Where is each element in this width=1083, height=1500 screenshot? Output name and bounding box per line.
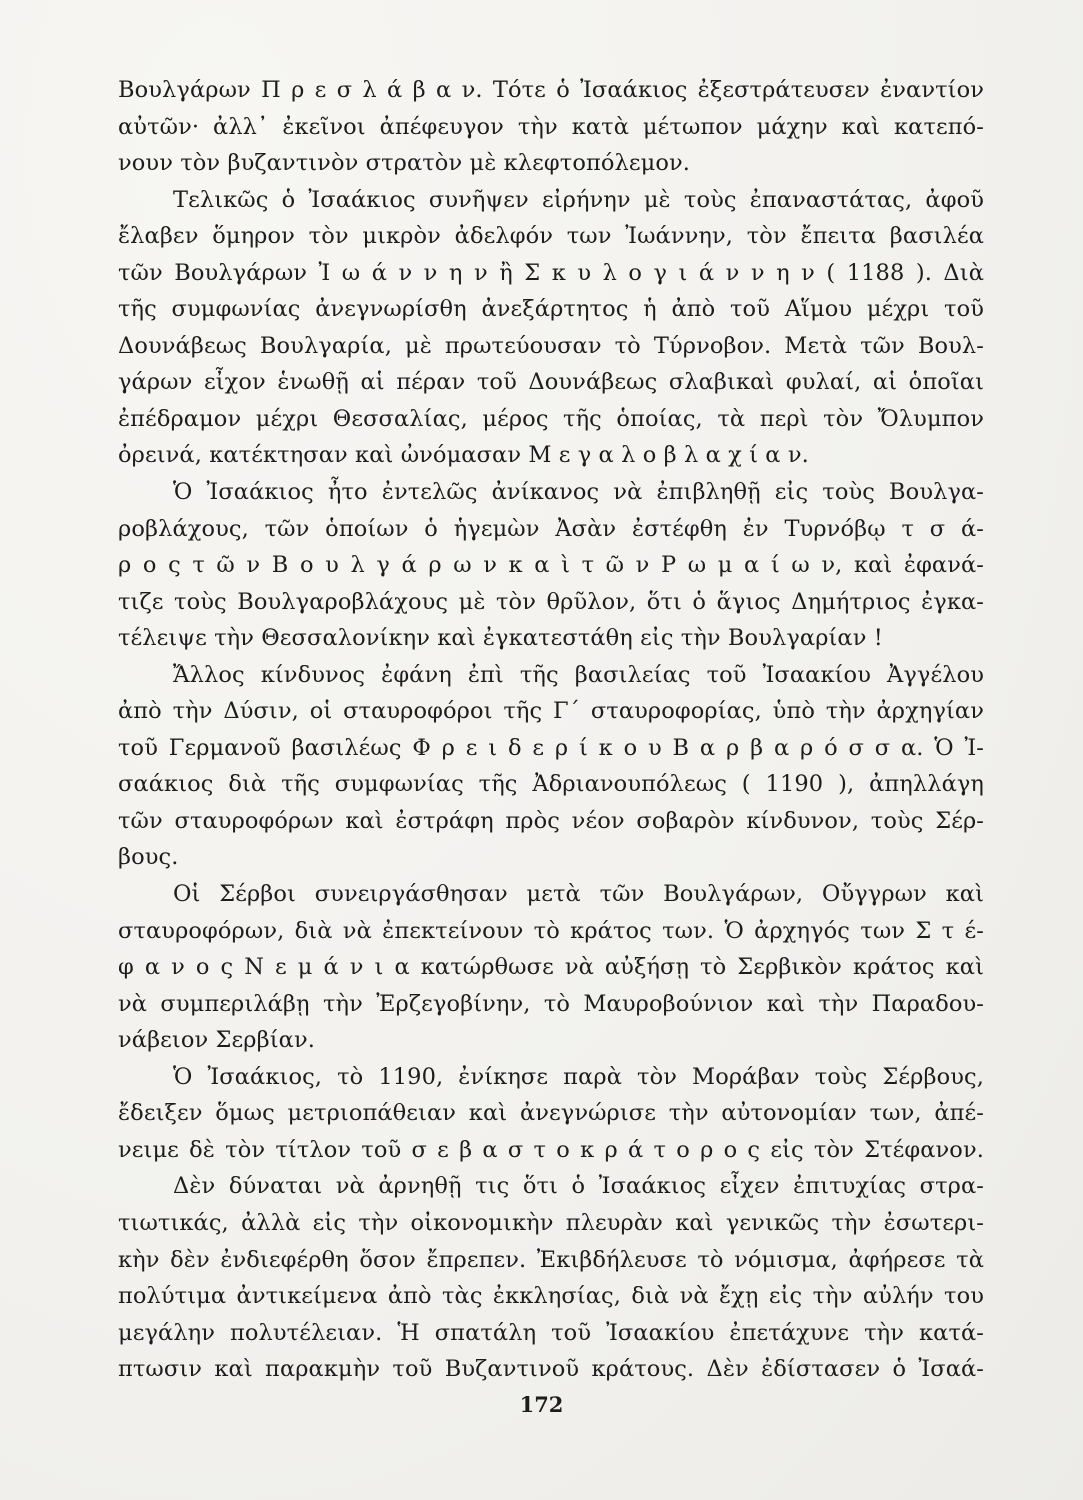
text-line: αὐτῶν· ἀλλ᾽ ἐκεῖνοι ἀπέφευγον τὴν κατὰ μέτωπον μάχην καὶ κατεπό- — [118, 113, 984, 140]
text-line: ἐπέδραμον μέχρι Θεσσαλίας, μέρος τῆς ὁποίας, τὰ περὶ τὸν Ὄλυμπον — [118, 405, 984, 432]
text-line: ροβλάχους, τῶν ὁποίων ὁ ἡγεμὼν Ἀσὰν ἐστέφθη ἐν Τυρνόβῳ τ σ ά- — [118, 515, 984, 542]
text-line: κὴν δὲν ἐνδιεφέρθη ὅσον ἔπρεπεν. Ἐκιβδήλευσε τὸ νόμισμα, ἀφήρεσε τὰ — [118, 1246, 984, 1273]
text-line: πολύτιμα ἀντικείμενα ἀπὸ τὰς ἐκκλησίας, διὰ νὰ ἔχῃ εἰς τὴν αὐλήν του — [118, 1283, 984, 1310]
text-line: Δουνάβεως Βουλγαρία, μὲ πρωτεύουσαν τὸ Τύρνοβον. Μετὰ τῶν Βουλ- — [118, 332, 984, 359]
text-line: νὰ συμπεριλάβῃ τὴν Ἐρζεγοβίνην, τὸ Μαυροβούνιον καὶ τὴν Παραδου- — [118, 990, 984, 1017]
body-text — [118, 72, 984, 1388]
text-line: πτωσιν καὶ παρακμὴν τοῦ Βυζαντινοῦ κράτους. Δὲν ἐδίστασεν ὁ Ἰσαά- — [118, 1356, 984, 1383]
text-line: Τελικῶς ὁ Ἰσαάκιος συνῆψεν εἰρήνην μὲ τοὺς ἐπαναστάτας, ἀφοῦ — [173, 186, 984, 213]
text-line: τιζε τοὺς Βουλγαροβλάχους μὲ τὸν θρῦλον, ὅτι ὁ ἅγιος Δημήτριος ἐγκα- — [118, 588, 984, 615]
text-line: ἔδειξεν ὅμως μετριοπάθειαν καὶ ἀνεγνώρισε τὴν αὐτονομίαν των, ἀπέ- — [118, 1100, 984, 1127]
text-line: σταυροφόρων, διὰ νὰ ἐπεκτείνουν τὸ κράτος των. Ὁ ἀρχηγός των Σ τ έ- — [118, 917, 984, 944]
text-line: Ὁ Ἰσαάκιος, τὸ 1190, ἐνίκησε παρὰ τὸν Μοράβαν τοὺς Σέρβους, — [173, 1063, 984, 1090]
text-line: ἀπὸ τὴν Δύσιν, οἱ σταυροφόροι τῆς Γ´ σταυροφορίας, ὑπὸ τὴν ἀρχηγίαν — [118, 698, 984, 725]
text-line: τῶν σταυροφόρων καὶ ἐστράφη πρὸς νέον σοβαρὸν κίνδυνον, τοὺς Σέρ- — [118, 807, 984, 834]
text-line: ὀρεινά, κατέκτησαν καὶ ὠνόμασαν Μ ε γ α λ ο β λ α χ ί α ν. — [118, 442, 809, 469]
text-line: τῆς συμφωνίας ἀνεγνωρίσθη ἀνεξάρτητος ἡ ἀπὸ τοῦ Αἵμου μέχρι τοῦ — [118, 296, 984, 323]
text-line: βους. — [118, 844, 179, 871]
text-line: νάβειον Σερβίαν. — [118, 1027, 315, 1054]
text-line: τῶν Βουλγάρων Ἰ ω ά ν ν η ν ἢ Σ κ υ λ ο γ ι ά ν ν η ν ( 1188 ). Διὰ — [118, 259, 984, 286]
text-line: μεγάλην πολυτέλειαν. Ἡ σπατάλη τοῦ Ἰσαακίου ἐπετάχυνε τὴν κατά- — [118, 1319, 984, 1346]
text-line: Ἄλλος κίνδυνος ἐφάνη ἐπὶ τῆς βασιλείας τοῦ Ἰσαακίου Ἀγγέλου — [173, 661, 984, 688]
text-line: Ὁ Ἰσαάκιος ἦτο ἐντελῶς ἀνίκανος νὰ ἐπιβληθῇ εἰς τοὺς Βουλγα- — [173, 479, 984, 506]
text-line: σαάκιος διὰ τῆς συμφωνίας τῆς Ἀδριανουπόλεως ( 1190 ), ἀπηλλάγη — [118, 771, 984, 798]
text-line: Οἱ Σέρβοι συνειργάσθησαν μετὰ τῶν Βουλγάρων, Οὔγγρων καὶ — [173, 881, 984, 908]
text-line: φ α ν ο ς Ν ε μ ά ν ι α κατώρθωσε νὰ αὐξήσῃ τὸ Σερβικὸν κράτος καὶ — [118, 954, 984, 981]
text-line: Δὲν δύναται νὰ ἀρνηθῇ τις ὅτι ὁ Ἰσαάκιος εἶχεν ἐπιτυχίας στρα- — [173, 1173, 984, 1200]
text-line: τέλειψε τὴν Θεσσαλονίκην καὶ ἐγκατεστάθη εἰς τὴν Βουλγαρίαν ! — [118, 625, 883, 652]
text-line: ἔλαβεν ὅμηρον τὸν μικρὸν ἀδελφόν των Ἰωάννην, τὸν ἔπειτα βασιλέα — [118, 223, 984, 250]
text-line: νουν τὸν βυζαντινὸν στρατὸν μὲ κλεφτοπόλεμον. — [118, 150, 691, 177]
text-line: τιωτικάς, ἀλλὰ εἰς τὴν οἰκονομικὴν πλευρὰν καὶ γενικῶς τὴν ἐσωτερι- — [118, 1209, 984, 1236]
text-line: ρ ο ς τ ῶ ν Β ο υ λ γ ά ρ ω ν κ α ὶ τ ῶ ν Ρ ω μ α ί ω ν, καὶ ἐφανά- — [118, 552, 984, 579]
text-line: νειμε δὲ τὸν τίτλον τοῦ σ ε β α σ τ ο κ ρ ά τ ο ρ ο ς εἰς τὸν Στέφανον. — [118, 1136, 984, 1163]
page-number: 172 — [519, 1392, 564, 1417]
text-line: Βουλγάρων Π ρ ε σ λ ά β α ν. Τότε ὁ Ἰσαάκιος ἐξεστράτευσεν ἐναντίον — [118, 77, 984, 103]
text-line: τοῦ Γερμανοῦ βασιλέως Φ ρ ε ι δ ε ρ ί κ ο υ Β α ρ β α ρ ό σ σ α. Ὁ Ἰ- — [118, 734, 984, 761]
text-line: γάρων εἶχον ἑνωθῇ αἱ πέραν τοῦ Δουνάβεως σλαβικαὶ φυλαί, αἱ ὁποῖαι — [118, 369, 984, 396]
